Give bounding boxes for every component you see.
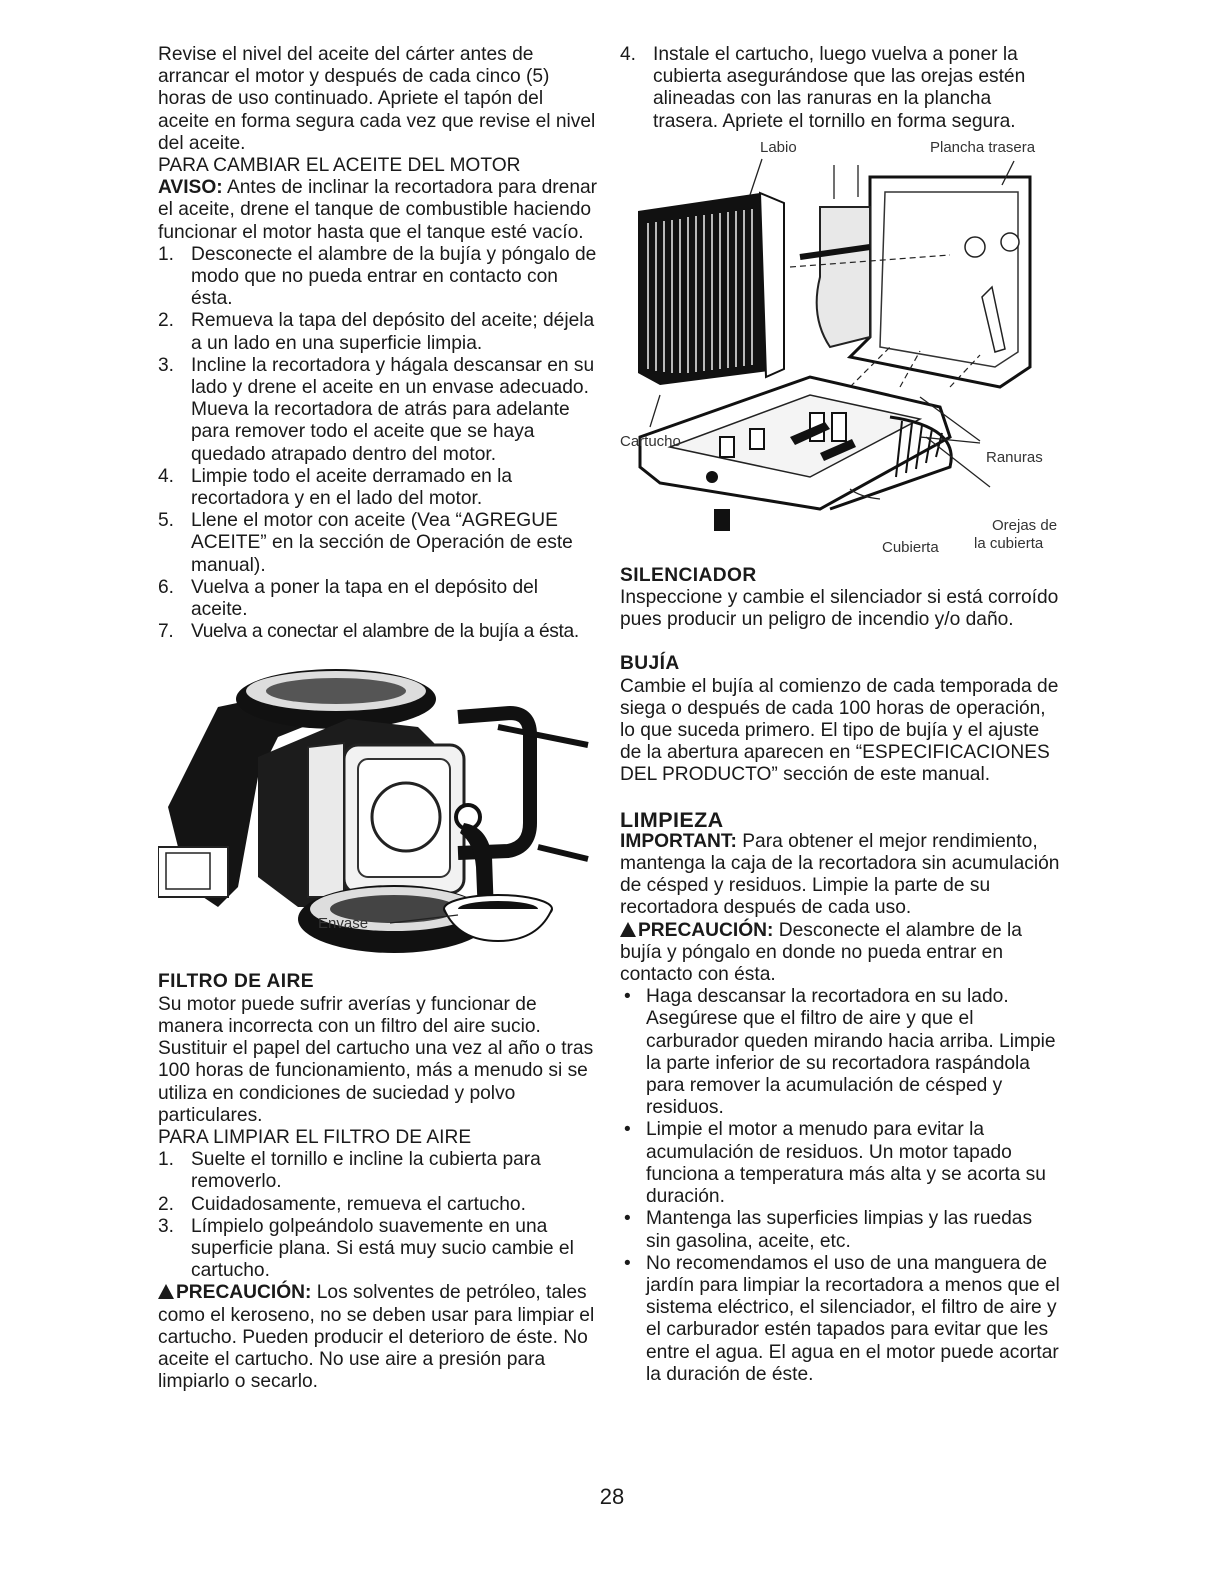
- warning-icon: [620, 922, 636, 937]
- bullet-text: Limpie el motor a menudo para evitar la acumulación de residuos. Un motor tapado funciona a temperatura más alta y se acorta su duración.: [646, 1119, 1046, 1208]
- step-number: 5.: [158, 510, 175, 532]
- plancha-trasera-label: Plancha trasera: [930, 138, 1036, 156]
- oil-check-intro: Revise el nivel del aceite del cárter antes de arrancar el motor y después de cada cinco (5) horas de uso continuado. Apriete el tapón del aceite en forma segura cada vez que revise el nivel del aceite.: [158, 44, 596, 154]
- important-paragraph: [620, 831, 1060, 920]
- step-number: 2.: [158, 1193, 175, 1215]
- air-filter-exploded-drawing: [620, 137, 1060, 557]
- bullet-text: Mantenga las superficies limpias y las ruedas sin gasolina, aceite, etc.: [646, 1208, 1033, 1252]
- right-column: [620, 44, 1060, 1386]
- step-text: Limpie todo el aceite derramado en la recortadora y en el lado del motor.: [191, 465, 513, 510]
- bullet-icon: •: [624, 1252, 631, 1274]
- clean-filter-heading: PARA LIMPIAR EL FILTRO DE AIRE: [158, 1126, 472, 1148]
- step-number: 4.: [620, 44, 637, 65]
- important-text: Para obtener el mejor rendimiento, mantenga la caja de la recortadora sin acumulación de césped y residuos. Limpie la parte de su recortadora después de cada uso.: [620, 830, 1060, 919]
- orejas-label-2: la cubierta: [974, 534, 1044, 552]
- step-text: Cuidadosamente, remueva el cartucho.: [191, 1193, 526, 1215]
- filter-steps: [158, 1149, 598, 1282]
- caution-label: PRECAUCIÓN:: [176, 1282, 312, 1304]
- step-text: Vuelva a poner la tapa en el depósito del aceite.: [191, 576, 539, 621]
- muffler-heading: SILENCIADOR: [620, 564, 757, 586]
- list-item: [620, 1253, 1060, 1386]
- step-text: Límpielo golpeándolo suavemente en una superficie plana. Si está muy sucio cambie el cartucho.: [191, 1215, 574, 1282]
- step-number: 2.: [158, 310, 175, 332]
- list-item: [620, 1119, 1060, 1208]
- important-label: IMPORTANT:: [620, 830, 737, 852]
- cleaning-heading: LIMPIEZA: [620, 807, 724, 832]
- bullet-icon: •: [624, 1119, 631, 1141]
- caution-text: Los solventes de petróleo, tales como el keroseno, no se deben usar para limpiar el cartucho. Pueden producir el deterioro de éste. No aceite el cartucho. No use aire a presión para limpiarlo o secarlo.: [158, 1282, 595, 1393]
- filter-caution: [158, 1282, 598, 1393]
- aviso-paragraph: [158, 177, 598, 244]
- list-item: [158, 466, 598, 510]
- step-text: Suelte el tornillo e incline la cubierta para removerlo.: [191, 1149, 541, 1193]
- envase-label: Envase: [318, 915, 369, 933]
- air-filter-text: Su motor puede sufrir averías y funcionar de manera incorrecta con un filtro del aire sucio. Sustituir el papel del cartucho una vez al año o tras 100 horas de funcionamiento, más a menudo si se utiliza en condiciones de suciedad y polvo particulares.: [158, 993, 594, 1126]
- oil-drain-illustration: [158, 647, 598, 965]
- step-number: 4.: [158, 465, 175, 487]
- step-text: Vuelva a conectar el alambre de la bujía a ésta.: [191, 621, 579, 643]
- trimmer-tilted-drawing: [158, 647, 598, 965]
- cleaning-caution: [620, 920, 1060, 987]
- step-text: Remueva la tapa del depósito del aceite; déjela a un lado en una superficie limpia.: [191, 310, 595, 354]
- step-text: Instale el cartucho, luego vuelva a poner la cubierta asegurándose que las orejas estén alineadas con las ranuras en la plancha trasera. Apriete el tornillo en forma segura.: [653, 44, 1026, 132]
- step-text: Desconecte el alambre de la bujía y póngalo de modo que no pueda entrar en contacto con ésta.: [191, 243, 597, 310]
- step-number: 1.: [158, 1149, 175, 1171]
- spark-plug-heading: BUJÍA: [620, 653, 680, 675]
- list-item: [158, 355, 598, 466]
- bullet-icon: •: [624, 986, 631, 1008]
- list-item: [620, 986, 1060, 1119]
- ranuras-label: Ranuras: [986, 448, 1043, 466]
- caution-label: PRECAUCIÓN:: [638, 919, 774, 941]
- list-item: [158, 510, 598, 577]
- bullet-text: Haga descansar la recortadora en su lado. Asegúrese que el filtro de aire y que el carburador queden mirando hacia arriba. Limpie la parte inferior de su recortadora raspándola para remover la acumulación de césped y residuos.: [646, 986, 1056, 1119]
- air-filter-heading: FILTRO DE AIRE: [158, 971, 314, 993]
- step-number: 1.: [158, 243, 175, 265]
- air-filter-diagram: [620, 137, 1060, 557]
- list-item: [158, 1194, 598, 1216]
- aviso-text: Antes de inclinar la recortadora para drenar el aceite, drene el tanque de combustible haciendo funcionar el motor hasta que el tanque esté vacío.: [158, 177, 598, 243]
- muffler-text: Inspeccione y cambie el silenciador si está corroído pues producir un peligro de incendio y/o daño.: [620, 587, 1059, 631]
- warning-icon: [158, 1284, 174, 1299]
- list-item: [158, 310, 598, 354]
- list-item: [158, 621, 598, 643]
- list-item: [158, 1216, 598, 1283]
- list-item: [620, 1208, 1060, 1252]
- bullet-text: No recomendamos el uso de una manguera de jardín para limpiar la recortadora a menos que el sistema eléctrico, el silenciador, el filtro de aire y el carburador estén tapados para evitar que les entre el agua. El agua en el motor puede acortar la duración de éste.: [646, 1252, 1060, 1385]
- oil-change-heading: PARA CAMBIAR EL ACEITE DEL MOTOR: [158, 155, 521, 177]
- step-number: 6.: [158, 576, 175, 598]
- spark-plug-text: Cambie el bujía al comienzo de cada temporada de siega o después de cada 100 horas de operación, lo que suceda primero. El tipo de bujía y el ajuste de la abertura aparecen en “ESPECIFICACIONES DEL PRODUCTO” sección de este manual.: [620, 675, 1059, 786]
- orejas-label: Orejas de: [992, 516, 1058, 534]
- bullet-icon: •: [624, 1208, 631, 1230]
- page-number: 28: [599, 1484, 625, 1509]
- labio-label: Labio: [760, 138, 797, 156]
- step-number: 3.: [158, 354, 175, 376]
- list-item: [158, 1149, 598, 1193]
- list-item: [620, 44, 1060, 133]
- list-item: [158, 244, 598, 311]
- aviso-label: AVISO:: [158, 177, 223, 199]
- oil-change-steps: [158, 244, 598, 644]
- cartucho-label: Cartucho: [620, 432, 681, 450]
- cubierta-label: Cubierta: [882, 538, 939, 556]
- cleaning-bullets: [620, 986, 1060, 1386]
- step-number: 3.: [158, 1215, 175, 1237]
- step-text: Incline la recortadora y hágala descansar en su lado y drene el aceite en un envase adecuado. Mueva la recortadora de atrás para adelante para remover todo el aceite que se haya quedado atrapado dentro del motor.: [191, 354, 595, 465]
- list-item: [158, 577, 598, 621]
- step-number: 7.: [158, 621, 174, 643]
- caution-text: Desconecte el alambre de la bujía y póngalo en donde no pueda entrar en contacto con ésta.: [620, 919, 1022, 986]
- step-text: Llene el motor con aceite (Vea “AGREGUE ACEITE” en la sección de Operación de este manual).: [191, 510, 573, 576]
- left-column: [158, 44, 598, 1393]
